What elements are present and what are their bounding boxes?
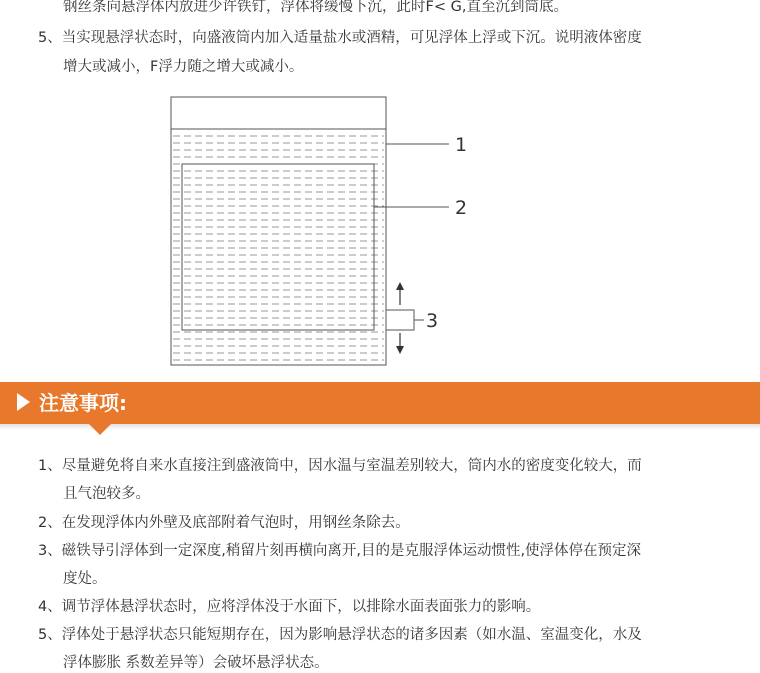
magnet-part-3 — [386, 310, 424, 330]
diagram-label-1: 1 — [455, 134, 468, 156]
note-5-line-1: 5、浮体处于悬浮状态只能短期存在，因为影响悬浮状态的诸多因素（如水温、室温变化，水及 — [38, 627, 642, 643]
arrow-up-icon — [396, 282, 404, 305]
note-2-line-1: 2、在发现浮体内外壁及底部附着气泡时，用钢丝条除去。 — [38, 515, 410, 531]
play-triangle-icon — [17, 393, 30, 411]
note-4-line-1: 4、调节浮体悬浮状态时，应将浮体没于水面下，以排除水面表面张力的影响。 — [38, 599, 541, 615]
banner-notch — [89, 424, 111, 435]
intro-step-5-line-2: 增大或减小，F浮力随之增大或减小。 — [63, 59, 304, 75]
notes-title: 注意事项: — [39, 391, 127, 415]
note-5-line-2: 浮体膨胀 系数差异等）会破坏悬浮状态。 — [63, 655, 329, 671]
diagram-label-3: 3 — [426, 310, 439, 332]
note-1-line-1: 1、尽量避免将自来水直接注到盛液筒中，因水温与室温差别较大，筒内水的密度变化较大，而 — [38, 458, 642, 474]
note-3-line-2: 度处。 — [63, 571, 107, 587]
banner-shadow — [0, 424, 760, 430]
intro-step-5-line-1: 5、当实现悬浮状态时，向盛液筒内加入适量盐水或酒精，可见浮体上浮或下沉。说明液体密度 — [38, 30, 642, 46]
diagram-label-2: 2 — [455, 197, 468, 219]
intro-text-fragment: 钢丝条向悬浮体内放进少许铁钉，浮体将缓慢下沉，此时F< G,直至沉到筒底。 — [63, 0, 568, 15]
arrow-down-icon — [396, 333, 404, 354]
note-1-line-2: 且气泡较多。 — [63, 486, 150, 502]
note-3-line-1: 3、磁铁导引浮体到一定深度,稍留片刻再横向离开,目的是克服浮体运动惯性,使浮体停在预定深 — [38, 543, 642, 559]
